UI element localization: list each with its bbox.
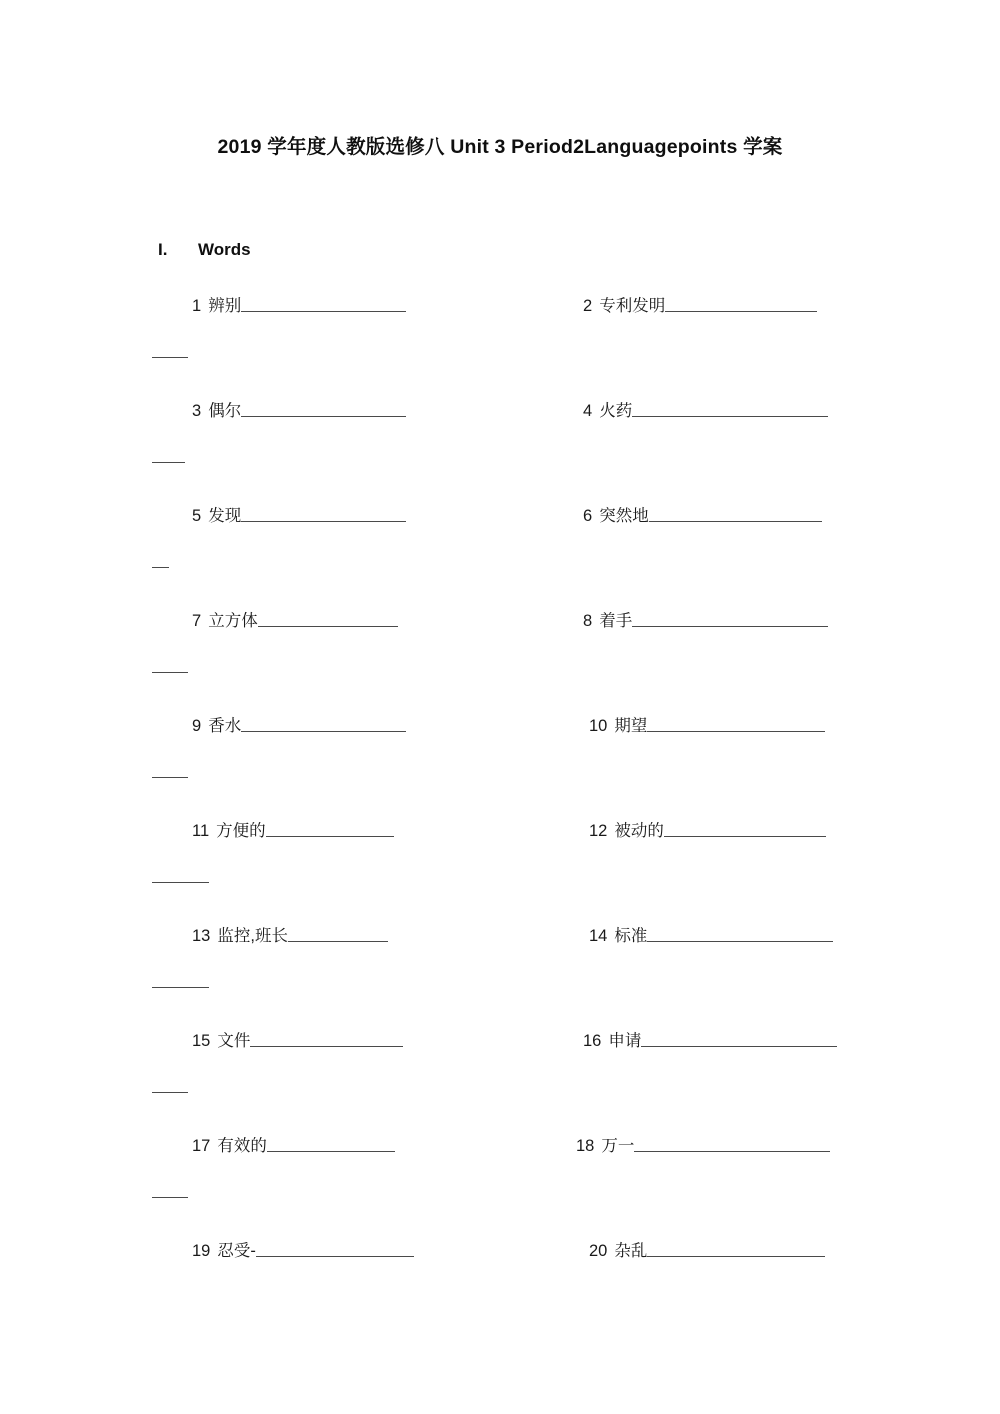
answer-blank[interactable] <box>267 1138 395 1152</box>
word-number: 11 <box>192 822 210 840</box>
answer-blank[interactable] <box>634 1138 830 1152</box>
answer-blank[interactable] <box>647 1243 825 1257</box>
word-term: 申请 <box>608 1032 642 1050</box>
word-term: 偶尔 <box>208 402 242 420</box>
answer-blank[interactable] <box>241 508 406 522</box>
word-number: 4 <box>583 402 593 420</box>
word-term: 杂乱 <box>614 1242 648 1260</box>
word-entry <box>192 718 406 735</box>
word-entry <box>583 298 817 315</box>
answer-blank[interactable] <box>664 823 826 837</box>
word-entry <box>583 613 828 630</box>
word-number: 20 <box>589 1242 608 1260</box>
answer-blank[interactable] <box>647 928 833 942</box>
word-entry <box>583 403 828 420</box>
word-number: 7 <box>192 612 202 630</box>
word-entry <box>192 928 388 945</box>
answer-blank[interactable] <box>241 718 406 732</box>
answer-blank-continuation[interactable] <box>152 672 188 673</box>
answer-blank[interactable] <box>647 718 825 732</box>
word-term: 方便的 <box>216 822 266 840</box>
word-entry <box>192 1138 395 1155</box>
answer-blank[interactable] <box>632 403 828 417</box>
answer-blank[interactable] <box>649 508 822 522</box>
word-term: 香水 <box>208 717 242 735</box>
word-term: 着手 <box>599 612 633 630</box>
section-heading <box>158 240 251 260</box>
answer-blank-continuation[interactable] <box>152 777 188 778</box>
word-term: 专利发明 <box>599 297 666 315</box>
word-number: 1 <box>192 297 202 315</box>
word-number: 3 <box>192 402 202 420</box>
word-entry <box>589 823 826 840</box>
answer-blank-continuation[interactable] <box>152 1092 188 1093</box>
word-term: 火药 <box>599 402 633 420</box>
word-entry <box>589 718 825 735</box>
word-term: 万一 <box>601 1137 635 1155</box>
word-term: 忍受- <box>217 1242 256 1260</box>
answer-blank[interactable] <box>665 298 817 312</box>
word-term: 标准 <box>614 927 648 945</box>
answer-blank[interactable] <box>241 298 406 312</box>
word-term: 辨别 <box>208 297 242 315</box>
answer-blank[interactable] <box>256 1243 414 1257</box>
word-term: 监控,班长 <box>217 927 288 945</box>
word-entry <box>583 508 822 525</box>
word-number: 13 <box>192 927 211 945</box>
word-entry <box>192 823 394 840</box>
word-entry <box>589 928 833 945</box>
word-entry <box>192 298 406 315</box>
answer-blank[interactable] <box>288 928 388 942</box>
answer-blank[interactable] <box>266 823 394 837</box>
answer-blank-continuation[interactable] <box>152 462 185 463</box>
word-entry <box>589 1243 825 1260</box>
word-term: 发现 <box>208 507 242 525</box>
answer-blank-continuation[interactable] <box>152 567 169 568</box>
word-term: 立方体 <box>208 612 258 630</box>
word-term: 突然地 <box>599 507 649 525</box>
answer-blank[interactable] <box>250 1033 403 1047</box>
answer-blank-continuation[interactable] <box>152 987 209 988</box>
word-number: 12 <box>589 822 608 840</box>
word-term: 期望 <box>614 717 648 735</box>
word-term: 有效的 <box>217 1137 267 1155</box>
page-title: 2019 学年度人教版选修八 Unit 3 Period2Languagepoints 学案 <box>217 136 783 158</box>
word-number: 17 <box>192 1137 211 1155</box>
answer-blank[interactable] <box>258 613 398 627</box>
answer-blank[interactable] <box>632 613 828 627</box>
word-entry <box>576 1138 830 1155</box>
word-number: 2 <box>583 297 593 315</box>
word-entry <box>583 1033 837 1050</box>
answer-blank[interactable] <box>641 1033 837 1047</box>
word-number: 18 <box>576 1137 595 1155</box>
word-number: 14 <box>589 927 608 945</box>
answer-blank-continuation[interactable] <box>152 357 188 358</box>
word-number: 19 <box>192 1242 211 1260</box>
word-entry <box>192 613 398 630</box>
word-number: 9 <box>192 717 202 735</box>
word-number: 16 <box>583 1032 602 1050</box>
answer-blank-continuation[interactable] <box>152 1197 188 1198</box>
word-number: 8 <box>583 612 593 630</box>
section-numeral: I. <box>158 240 168 259</box>
word-entry <box>192 1243 414 1260</box>
word-entry <box>192 1033 403 1050</box>
word-entry <box>192 403 406 420</box>
word-number: 15 <box>192 1032 211 1050</box>
answer-blank-continuation[interactable] <box>152 882 209 883</box>
word-term: 被动的 <box>614 822 664 840</box>
word-entry <box>192 508 406 525</box>
word-number: 6 <box>583 507 593 525</box>
answer-blank[interactable] <box>241 403 406 417</box>
section-label: Words <box>198 240 251 259</box>
word-term: 文件 <box>217 1032 251 1050</box>
word-number: 5 <box>192 507 202 525</box>
word-number: 10 <box>589 717 608 735</box>
